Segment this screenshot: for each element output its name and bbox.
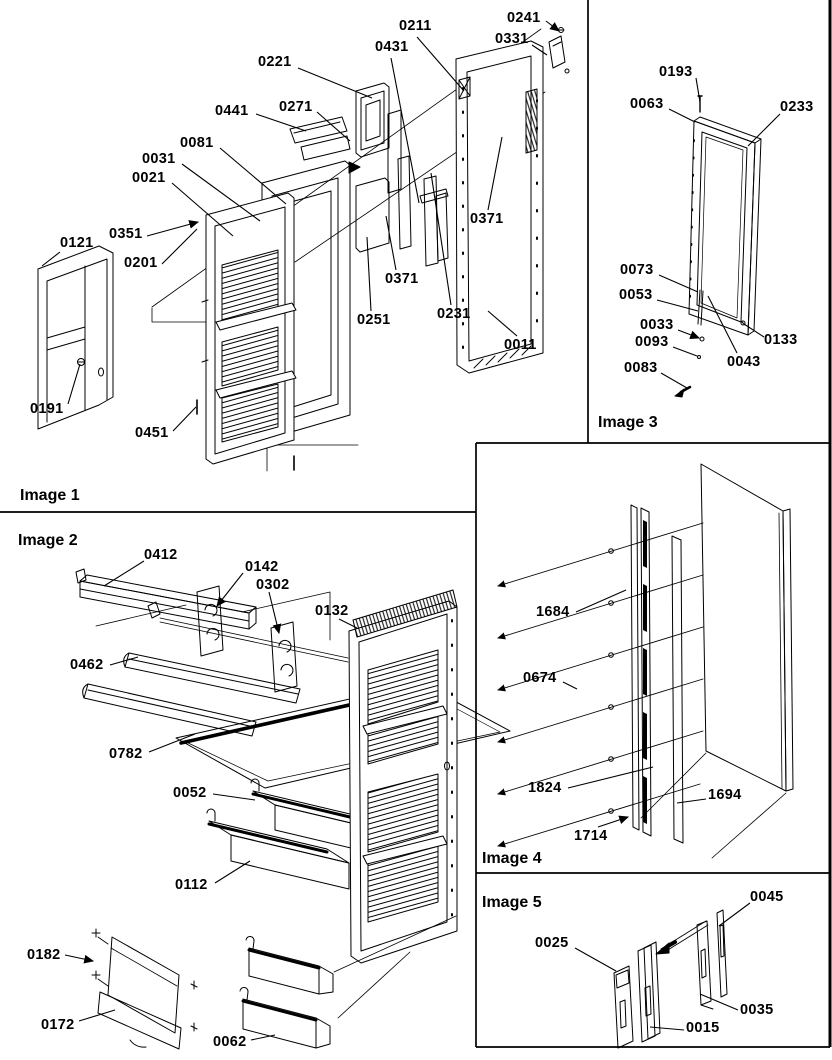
leader-line-0093 <box>673 347 697 356</box>
section-title-image-3: Image 3 <box>598 414 658 431</box>
part-label-0331: 0331 <box>495 31 529 47</box>
leader-line-0431 <box>391 58 419 203</box>
flat-shelf <box>176 683 510 788</box>
part-label-0062: 0062 <box>213 1034 247 1050</box>
part-label-0302: 0302 <box>256 577 290 593</box>
cabinet-side-panel <box>701 464 793 791</box>
hinge-bracket-top <box>549 28 569 74</box>
leader-line-0233 <box>748 114 780 146</box>
part-label-0193: 0193 <box>659 64 693 80</box>
part-label-0063: 0063 <box>630 96 664 112</box>
part-label-0211: 0211 <box>399 18 432 34</box>
part-label-0172: 0172 <box>41 1017 75 1033</box>
part-label-0231: 0231 <box>437 306 471 322</box>
leader-line-0033 <box>678 330 699 338</box>
part-label-0031: 0031 <box>142 151 176 167</box>
part-label-1694: 1694 <box>708 787 742 803</box>
part-label-0121: 0121 <box>60 235 94 251</box>
part-label-0412: 0412 <box>144 547 178 563</box>
part-label-0083: 0083 <box>624 360 658 376</box>
door-gasket-frame <box>689 117 761 335</box>
leader-line-0182 <box>65 955 93 961</box>
part-label-0451: 0451 <box>135 425 169 441</box>
part-label-0191: 0191 <box>30 401 64 417</box>
image3-drawing <box>675 96 761 397</box>
door-liner <box>197 193 296 470</box>
part-label-0201: 0201 <box>124 255 158 271</box>
part-label-0371: 0371 <box>470 211 504 227</box>
leader-line-0035 <box>700 994 738 1010</box>
leader-line-0062 <box>251 1035 275 1040</box>
part-label-0241: 0241 <box>507 10 541 26</box>
leader-line-0451 <box>173 407 196 431</box>
part-label-0073: 0073 <box>620 262 654 278</box>
part-label-0043: 0043 <box>727 354 761 370</box>
part-label-0182: 0182 <box>27 947 61 963</box>
part-label-0093: 0093 <box>635 334 669 350</box>
part-label-0045: 0045 <box>750 889 784 905</box>
trim-rail <box>656 921 708 954</box>
leader-line-0251 <box>367 237 371 311</box>
leader-line-0221 <box>298 68 372 98</box>
leader-line-0193 <box>696 78 700 102</box>
leader-line-0112 <box>215 861 250 883</box>
screws <box>609 549 614 814</box>
part-label-0112: 0112 <box>175 877 208 893</box>
image4-drawing <box>498 464 793 858</box>
leader-line-0142 <box>217 573 243 606</box>
leader-line-0201 <box>162 229 197 264</box>
part-label-0025: 0025 <box>535 935 569 951</box>
part-label-0052: 0052 <box>173 785 207 801</box>
section-title-image-5: Image 5 <box>482 894 542 911</box>
leader-line-0351 <box>147 222 198 236</box>
part-label-0142: 0142 <box>245 559 279 575</box>
part-label-0251: 0251 <box>357 312 391 328</box>
handle-rail <box>76 569 348 662</box>
part-label-0081: 0081 <box>180 135 214 151</box>
image5-drawing <box>614 910 727 1048</box>
door-trim-frame <box>38 246 113 429</box>
part-label-0132: 0132 <box>315 603 349 619</box>
part-label-0351: 0351 <box>109 226 143 242</box>
part-label-0133: 0133 <box>764 332 798 348</box>
part-label-1684: 1684 <box>536 604 570 620</box>
image1-drawing <box>38 28 569 472</box>
leader-line-1714 <box>598 817 628 827</box>
leader-line-0241 <box>546 21 559 31</box>
section-title-image-2: Image 2 <box>18 532 78 549</box>
part-label-0221: 0221 <box>258 54 292 70</box>
kickplate <box>92 929 197 1049</box>
part-label-0782: 0782 <box>109 746 143 762</box>
leader-line-0025 <box>575 948 616 971</box>
part-label-0233: 0233 <box>780 99 814 115</box>
part-label-0271: 0271 <box>279 99 313 115</box>
part-label-0021: 0021 <box>132 170 166 186</box>
section-title-image-1: Image 1 <box>20 487 80 504</box>
leader-line-0441 <box>256 114 306 131</box>
refrigerator-door <box>349 590 457 963</box>
part-label-1824: 1824 <box>528 780 562 796</box>
outer-door-shell <box>456 41 543 373</box>
part-label-0371: 0371 <box>385 271 419 287</box>
image2-drawing <box>76 569 510 1049</box>
part-label-0462: 0462 <box>70 657 104 673</box>
part-label-0674: 0674 <box>523 670 557 686</box>
part-label-0441: 0441 <box>215 103 249 119</box>
part-label-0431: 0431 <box>375 39 409 55</box>
part-label-0053: 0053 <box>619 287 653 303</box>
part-label-0033: 0033 <box>640 317 674 333</box>
leader-line-0063 <box>669 109 695 122</box>
leader-line-0231 <box>431 173 451 305</box>
section-title-image-4: Image 4 <box>482 850 542 867</box>
leader-line-1694 <box>677 799 706 803</box>
leader-line-0052 <box>213 794 255 800</box>
leader-line-0191 <box>68 364 80 404</box>
leader-line-0083 <box>661 373 687 388</box>
leader-line-1824 <box>568 767 653 788</box>
part-label-0035: 0035 <box>740 1002 774 1018</box>
leader-line-0172 <box>79 1010 115 1021</box>
leader-line-0081 <box>220 148 286 204</box>
part-label-0011: 0011 <box>504 337 537 353</box>
leader-line-0021 <box>172 183 233 236</box>
part-label-1714: 1714 <box>574 828 608 844</box>
leader-line-0674 <box>563 682 577 689</box>
part-label-0015: 0015 <box>686 1020 720 1036</box>
door-trim-pieces <box>614 910 727 1048</box>
